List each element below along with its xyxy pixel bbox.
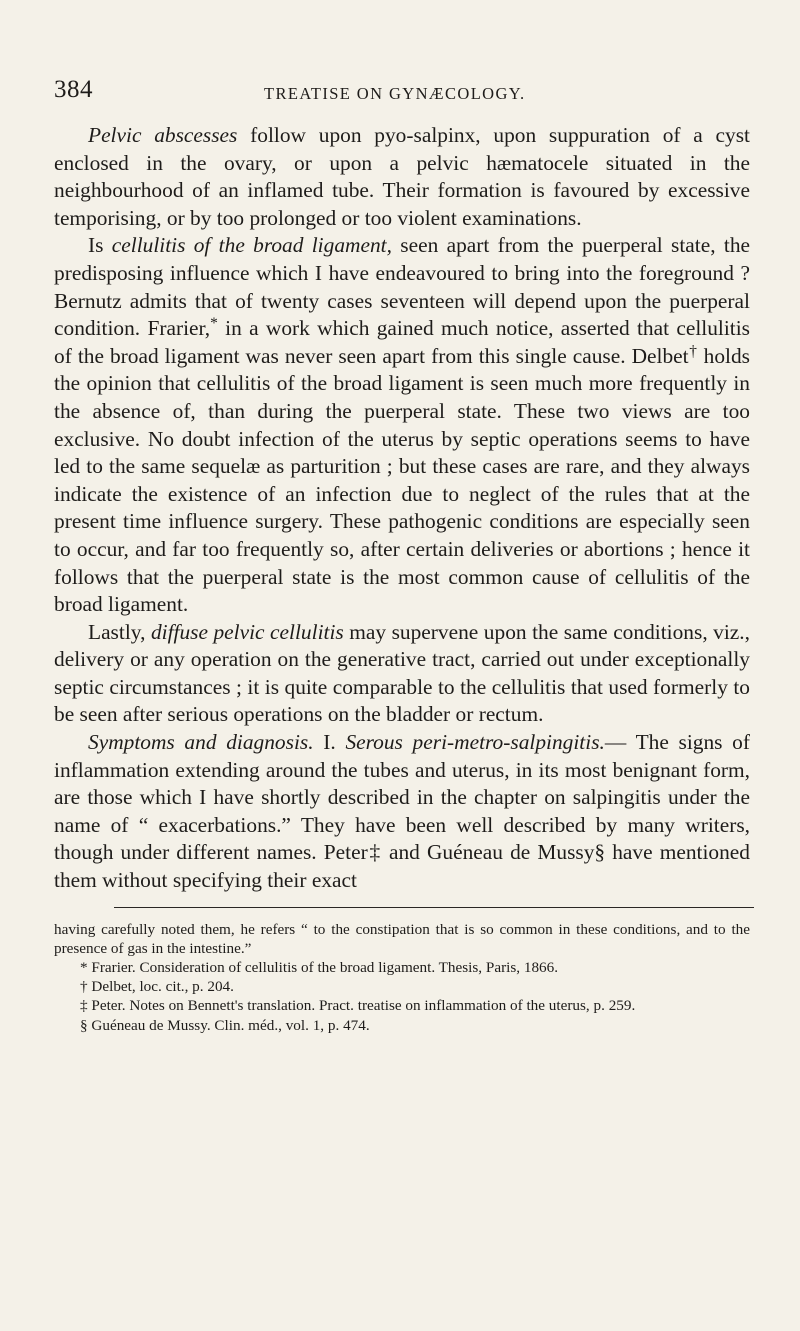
paragraph-text: and Guéneau de Mussy — [381, 840, 595, 865]
paragraph-text: I. — [313, 730, 346, 755]
footnote-frarier: * Frarier. Consideration of cellulitis of the broad ligament. Thesis, Paris, 1866. — [80, 959, 559, 977]
footnote-gueneau: § Guéneau de Mussy. Clin. méd., vol. 1, p. 474. — [80, 1016, 370, 1034]
paragraph-text: Is — [88, 233, 112, 258]
section-heading: Symptoms and diagnosis. — [88, 730, 314, 755]
paragraph-text: follow upon pyo-salpinx, upon suppuration of a cyst enclosed in the ovary, or upon a pelvic hæmatocele situated in the neighbourhood of an inflamed tube. Their formation is favoured by excessive temporising, or by too prolonged or too violent examinations. — [54, 123, 750, 230]
footnote-continuation: having carefully noted them, he refers “ to the constipation that is so common in these conditions, and to the presence of gas in the intestine.” — [54, 920, 750, 957]
lead-phrase: Pelvic abscesses — [88, 123, 238, 147]
page-number: 384 — [54, 76, 93, 103]
footnote-marker: § — [594, 840, 606, 865]
paragraph-text: seen apart from the puerperal state, the predisposing influence which I have endeavoured to bring into the foreground ? Bernutz admits that of twenty cases seventeen will depend upon the puerperal condition. Frarier, — [54, 233, 751, 341]
footnote-marker: ‡ — [367, 840, 382, 865]
paragraph-text: holds the opinion that cellulitis of the broad ligament is seen much more frequently in the absence of, than during the puerperal state. These two views are too exclusive. No doubt infection of the uterus by septic operations seems to have led to the same sequelæ as parturition ; but these cases are rare, and they always indicate the existence of an infection due to neglect of the rules that at the present time influence surgery. These pathogenic conditions are especially seen to occur, and far too frequently so, after certain deliveries or abortions ; hence it follows that the puerperal state is the most common cause of cellulitis of the broad ligament. — [54, 343, 751, 617]
paragraph-text: Lastly, — [88, 619, 151, 644]
paragraph-symptoms — [54, 729, 750, 895]
footnote-marker: † — [688, 342, 698, 360]
footnote-divider — [114, 907, 754, 908]
paragraph-diffuse-cellulitis — [54, 619, 750, 729]
subsection-heading: Serous peri-metro-salpingitis. — [345, 730, 605, 755]
footnote-delbet: † Delbet, loc. cit., p. 204. — [80, 978, 234, 996]
body-text — [54, 122, 750, 895]
paragraph-text: — The signs of inflammation extending around the tubes and uterus, in its most benignant form, are those which I have shortly described in the chapter on salpingitis under the name of “ exacerbations.” They have been well described by many writers, though under different names. Peter — [54, 730, 751, 865]
lead-phrase: cellulitis of the broad ligament, — [111, 233, 392, 258]
paragraph-text: may supervene upon the same conditions, viz., delivery or any operation on the generative tract, carried out under exceptionally septic circumstances ; it is quite comparable to the cellulitis that used formerly to be seen after serious operations on the bladder or rectum. — [54, 619, 750, 727]
running-title: TREATISE ON GYNÆCOLOGY. — [264, 84, 526, 103]
paragraph-pelvic-abscesses — [54, 122, 750, 232]
footnote-peter: ‡ Peter. Notes on Bennett's translation. Pract. treatise on inflammation of the uterus, p. 259. — [80, 997, 636, 1015]
paragraph-text: have mentioned them without specifying their exact — [54, 840, 750, 893]
lead-phrase: diffuse pelvic cellulitis — [150, 619, 344, 644]
footnotes — [54, 920, 750, 1035]
footnote-marker: * — [210, 315, 218, 333]
paragraph-text: in a work which gained much notice, asserted that cellulitis of the broad ligament was never seen apart from this single cause. Delbet — [54, 316, 750, 368]
paragraph-cellulitis — [54, 232, 750, 618]
running-head — [54, 74, 750, 114]
